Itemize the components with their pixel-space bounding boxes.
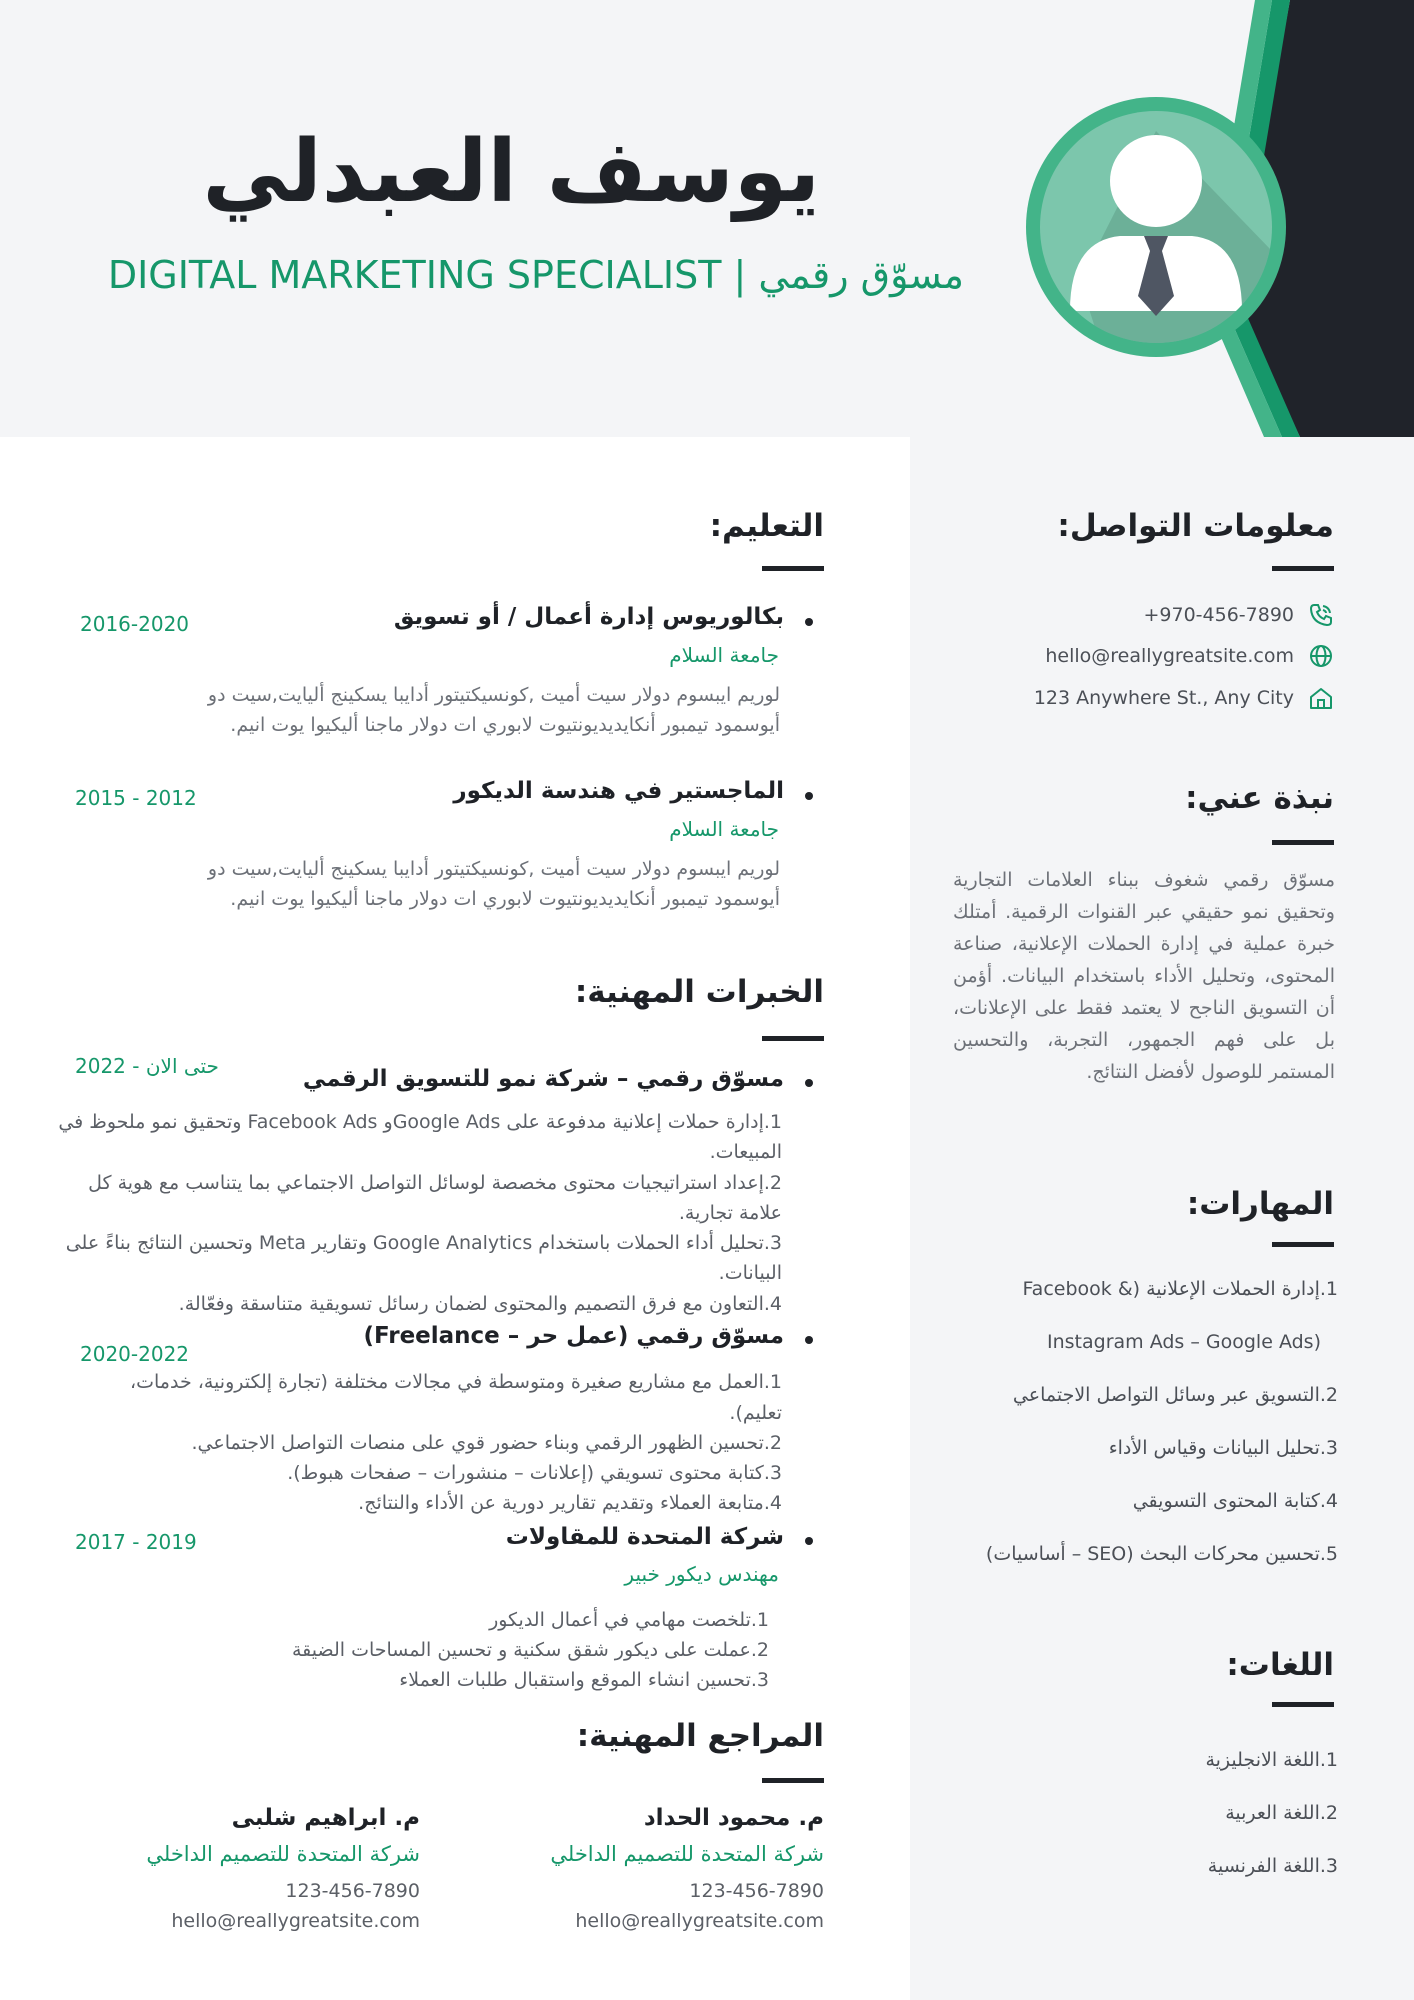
job-duty: 3.تحسين انشاء الموقع واستقبال طلبات العملاء xyxy=(399,1669,769,1691)
reference-name: م. ابراهيم شلبى xyxy=(231,1805,420,1831)
resume-header xyxy=(0,0,1414,437)
about-rule xyxy=(1272,840,1334,845)
contact-heading: معلومات التواصل: xyxy=(1057,508,1334,544)
job-duty: المبيعات. xyxy=(709,1141,782,1163)
education-date: 2016-2020 xyxy=(80,612,190,636)
job-duty: 1.إدارة حملات إعلانية مدفوعة على Google Adsو Facebook Ads وتحقيق نمو ملحوظ في xyxy=(58,1111,782,1133)
job-title: مسوّق رقمي (عمل حر – Freelance) xyxy=(363,1323,784,1349)
education-description xyxy=(80,854,780,914)
home-icon xyxy=(1308,685,1334,711)
sidebar xyxy=(910,437,1414,2000)
language-item: 2.اللغة العربية xyxy=(1225,1802,1338,1824)
reference-email: hello@reallygreatsite.com xyxy=(171,1910,420,1932)
education-school: جامعة السلام xyxy=(669,817,779,841)
description-line: أيوسمود تيمبور أنكايديديونتيوت لابوري ات دولار ماجنا أليكيوا يوت انيم. xyxy=(230,888,780,910)
bullet xyxy=(805,618,813,626)
job-duty: علامة تجارية. xyxy=(678,1202,782,1224)
candidate-name: يوسف العبدلي xyxy=(202,122,820,222)
references-heading: المراجع المهنية: xyxy=(576,1718,824,1754)
bullet xyxy=(805,1336,813,1344)
job-duty: البيانات. xyxy=(718,1262,782,1284)
references-rule xyxy=(762,1778,824,1783)
job-duty: 1.العمل مع مشاريع صغيرة ومتوسطة في مجالات مختلفة (تجارة إلكترونية، خدمات، xyxy=(130,1371,782,1393)
about-text: مسوّق رقمي شغوف ببناء العلامات التجارية وتحقيق نمو حقيقي عبر القنوات الرقمية. أمتلك خبرة عملية في إدارة الحملات الإعلانية، صناعة المحتوى، وتحليل الأداء باستخدام البيانات. أؤمن أن التسويق الناجح لا يعتمد فقط على الإعلانات، بل على فهم الجمهور، التجربة، والتحسين المستمر للوصول لأفضل النتائج. xyxy=(953,869,1335,1083)
description-line: أيوسمود تيمبور أنكايديديونتيوت لابوري ات دولار ماجنا أليكيوا يوت انيم. xyxy=(230,714,780,736)
description-line: لوريم ايبسوم دولار سيت أميت ,كونسيكتيتور أدايبا يسكينج أليايت,سيت دو xyxy=(207,858,780,880)
job-subtitle: مهندس ديكور خبير xyxy=(624,1562,779,1586)
education-description xyxy=(80,680,780,740)
phone-icon xyxy=(1308,602,1334,628)
contact-email xyxy=(1045,643,1334,669)
reference-company: شركة المتحدة للتصميم الداخلي xyxy=(146,1842,420,1866)
education-date: 2015 - 2012 xyxy=(75,786,197,810)
language-item: 1.اللغة الانجليزية xyxy=(1205,1749,1338,1771)
experience-heading: الخبرات المهنية: xyxy=(574,974,824,1010)
contact-phone xyxy=(1143,602,1334,628)
job-duty: 2.إعداد استراتيجيات محتوى مخصصة لوسائل التواصل الاجتماعي بما يتناسب مع هوية كل xyxy=(88,1172,782,1194)
about-heading: نبذة عني: xyxy=(1185,780,1334,816)
job-date: 2020-2022 xyxy=(80,1342,190,1366)
skills-rule xyxy=(1272,1242,1334,1247)
job-title: مسوّق رقمي – شركة نمو للتسويق الرقمي xyxy=(302,1066,784,1092)
skill-item: 1.إدارة الحملات الإعلانية (& Facebook xyxy=(1022,1278,1338,1300)
avatar-placeholder-icon xyxy=(1040,111,1272,343)
education-degree: الماجستير في هندسة الديكور xyxy=(453,778,784,804)
reference-name: م. محمود الحداد xyxy=(643,1805,824,1831)
job-duty: 2.عملت على ديكور شقق سكنية و تحسين المساحات الضيقة xyxy=(291,1639,769,1661)
education-degree: بكالوريوس إدارة أعمال / أو تسويق xyxy=(393,604,784,630)
email-text: hello@reallygreatsite.com xyxy=(1045,645,1294,667)
bullet xyxy=(805,1079,813,1087)
job-title: شركة المتحدة للمقاولات xyxy=(505,1524,784,1550)
job-duty: 3.كتابة محتوى تسويقي (إعلانات – منشورات – صفحات هبوط). xyxy=(287,1462,782,1484)
education-school: جامعة السلام xyxy=(669,643,779,667)
job-duty: 1.تلخصت مهامي في أعمال الديكور xyxy=(489,1609,769,1631)
contact-rule xyxy=(1272,566,1334,571)
job-duty: 4.متابعة العملاء وتقديم تقارير دورية عن الأداء والنتائج. xyxy=(358,1492,782,1514)
language-item: 3.اللغة الفرنسية xyxy=(1207,1855,1338,1877)
globe-icon xyxy=(1308,643,1334,669)
address-text: 123 Anywhere St., Any City xyxy=(1033,687,1294,709)
languages-heading: اللغات: xyxy=(1226,1647,1334,1683)
job-duty: تعليم). xyxy=(729,1402,782,1424)
job-duty: 4.التعاون مع فرق التصميم والمحتوى لضمان رسائل تسويقية متناسقة وفعّالة. xyxy=(178,1293,782,1315)
skill-item: 2.التسويق عبر وسائل التواصل الاجتماعي xyxy=(1012,1384,1338,1406)
contact-address xyxy=(1034,685,1334,711)
reference-phone: 123-456-7890 xyxy=(285,1880,420,1902)
reference-phone: 123-456-7890 xyxy=(689,1880,824,1902)
job-duty: 3.تحليل أداء الحملات باستخدام Google Analytics وتقارير Meta وتحسين النتائج بناءً على xyxy=(65,1232,782,1254)
bullet xyxy=(805,792,813,800)
skills-heading: المهارات: xyxy=(1186,1186,1334,1222)
skill-item: 5.تحسين محركات البحث (SEO – أساسيات) xyxy=(985,1543,1338,1565)
education-rule xyxy=(762,566,824,571)
description-line: لوريم ايبسوم دولار سيت أميت ,كونسيكتيتور أدايبا يسكينج أليايت,سيت دو xyxy=(207,684,780,706)
skill-item: 4.كتابة المحتوى التسويقي xyxy=(1132,1490,1338,1512)
reference-email: hello@reallygreatsite.com xyxy=(575,1910,824,1932)
languages-rule xyxy=(1272,1702,1334,1707)
job-date: 2017 - 2019 xyxy=(75,1530,197,1554)
phone-text: +970-456-7890 xyxy=(1143,604,1294,626)
experience-rule xyxy=(762,1036,824,1041)
skill-item: (Instagram Ads – Google Ads xyxy=(1047,1331,1321,1353)
skill-item: 3.تحليل البيانات وقياس الأداء xyxy=(1108,1437,1338,1459)
reference-company: شركة المتحدة للتصميم الداخلي xyxy=(550,1842,824,1866)
job-date: 2022 - حتى الان xyxy=(75,1054,219,1078)
avatar xyxy=(1026,97,1286,357)
job-title: DIGITAL MARKETING SPECIALIST | مسوّق رقمي xyxy=(107,253,964,297)
job-duty: 2.تحسين الظهور الرقمي وبناء حضور قوي على منصات التواصل الاجتماعي. xyxy=(191,1432,782,1454)
bullet xyxy=(805,1537,813,1545)
education-heading: التعليم: xyxy=(709,508,824,544)
